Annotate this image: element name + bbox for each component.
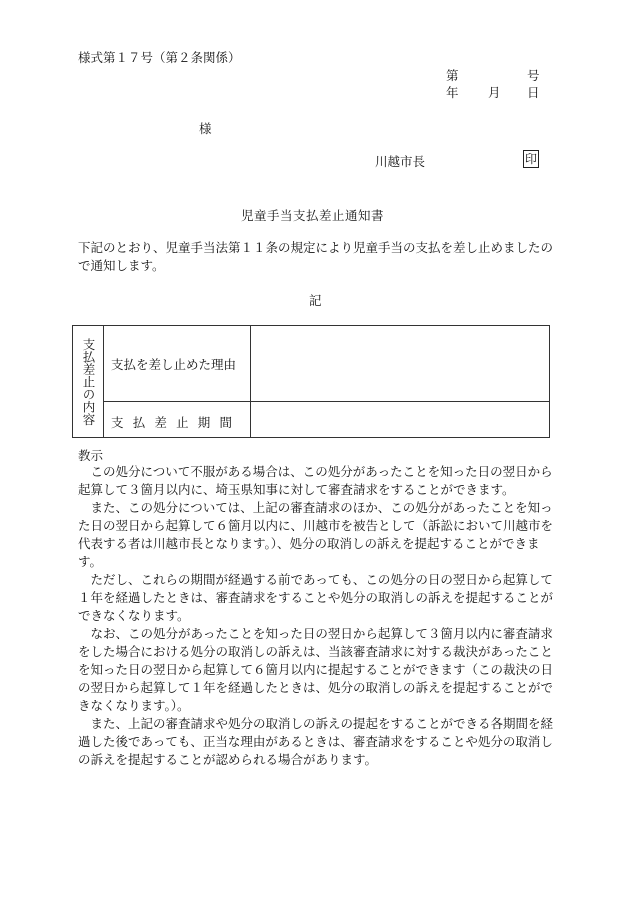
table-divider xyxy=(103,401,549,402)
table-divider xyxy=(250,326,251,437)
instruction-paragraph: また、上記の審査請求や処分の取消しの訴えの提起をすることができる各期間を経過した後であっても、正当な理由があるときは、審査請求をすることや処分の取消しの訴えを提起することが認められる場合があります。 xyxy=(78,716,554,767)
ki-heading: 記 xyxy=(309,293,322,308)
instruction-paragraph: ただし、これらの期間が経過する前であっても、この処分の日の翌日から起算して１年を経過したときは、審査請求をすることや処分の取消しの訴えを提起することができなくなります。 xyxy=(78,572,554,623)
period-row-label: 支払差止期間 xyxy=(111,415,242,430)
instruction-body xyxy=(78,463,556,769)
table-divider xyxy=(103,326,104,437)
date-year-label: 年 xyxy=(446,85,459,100)
issuer-name: 川越市長 xyxy=(375,154,426,169)
instruction-paragraph: なお、この処分があったことを知った日の翌日から起算して３箇月以内に審査請求をした場合における処分の取消しの訴えは、当該審査請求に対する裁決があったことを知った日の翌日から起算して６箇月以内に提起することができます（この裁決の日の翌日から起算して１年を経過したときは、処分の取消しの訴えを提起することができなくなります。）。 xyxy=(78,626,554,713)
document-title: 児童手当支払差止通知書 xyxy=(241,208,385,223)
date-month-label: 月 xyxy=(488,85,501,100)
seal-mark: 印 xyxy=(524,152,537,166)
instruction-paragraph: また、この処分については、上記の審査請求のほか、この処分があったことを知った日の翌日から起算して６箇月以内に、川越市を被告として（訴訟において川越市を代表する者は川越市長となります。）、処分の取消しの訴えを提起することができます。 xyxy=(78,500,554,569)
reason-value-cell xyxy=(259,336,541,396)
document-number-prefix: 第 xyxy=(446,68,459,83)
document-number-suffix: 号 xyxy=(527,68,540,83)
reason-row-label: 支払を差し止めた理由 xyxy=(111,357,237,372)
table-group-label: 支払差止の内容 xyxy=(81,337,96,426)
form-number: 様式第１７号（第２条関係） xyxy=(78,50,241,65)
date-day-label: 日 xyxy=(527,85,540,100)
suspension-details-table xyxy=(72,325,550,438)
instruction-heading: 教示 xyxy=(78,448,104,463)
intro-paragraph: 下記のとおり、児童手当法第１１条の規定により児童手当の支払を差し止めましたので通知します。 xyxy=(78,240,554,273)
instruction-paragraph: この処分について不服がある場合は、この処分があったことを知った日の翌日から起算して３箇月以内に、埼玉県知事に対して審査請求をすることができます。 xyxy=(78,464,553,497)
addressee-honorific: 様 xyxy=(199,121,212,136)
period-value-cell xyxy=(259,408,541,432)
